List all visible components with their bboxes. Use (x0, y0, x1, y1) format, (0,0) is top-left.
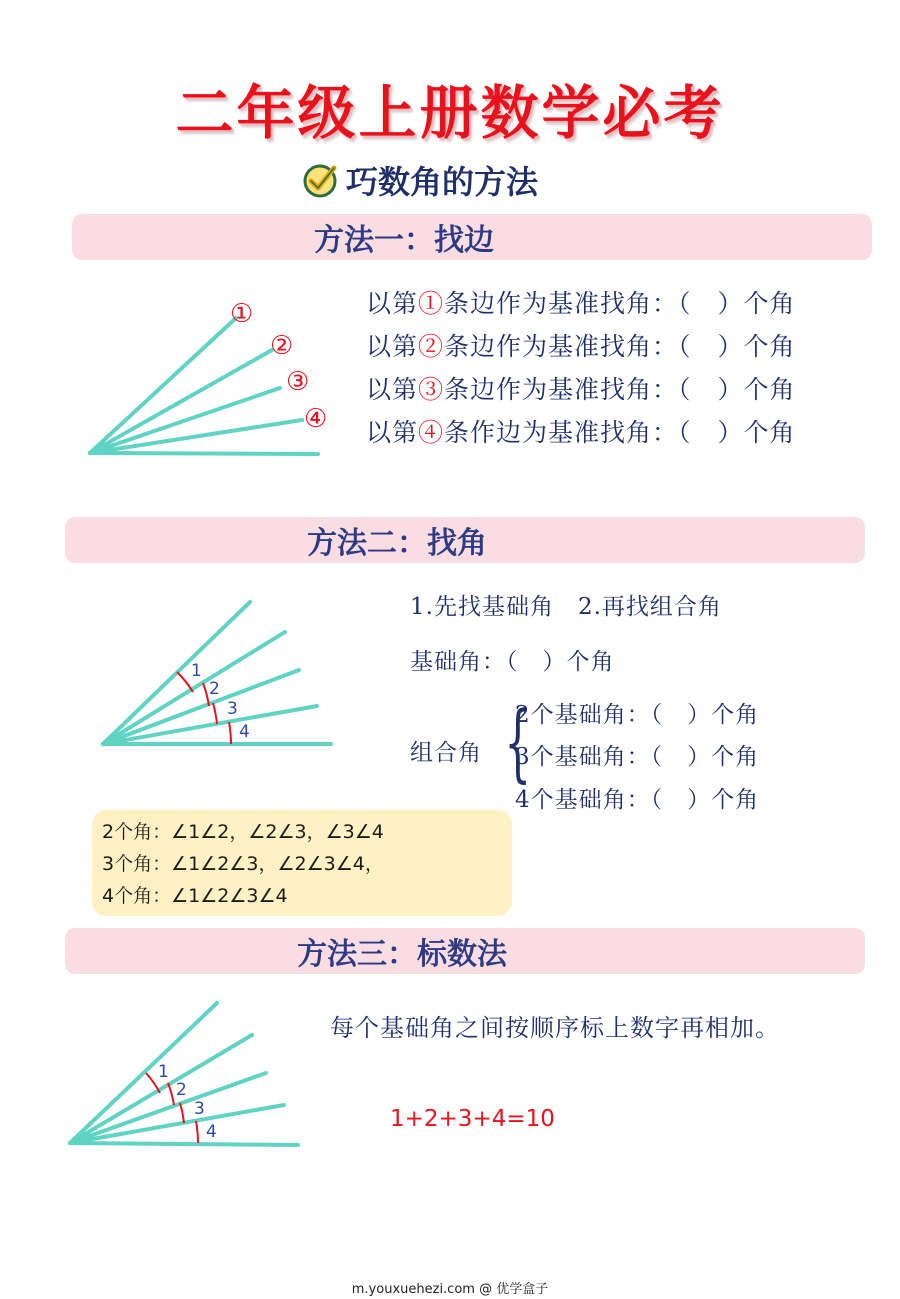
angle-label-4: 4 (239, 722, 250, 742)
method2-heading (65, 517, 865, 563)
combo-label: 组合角 (410, 740, 482, 766)
box-line-1: 2个角：∠1∠2，∠2∠3，∠3∠4 (102, 821, 384, 843)
angle-label-2: 2 (209, 679, 220, 699)
method3-heading-text: 方法三：标数法 (297, 937, 507, 972)
combo-row-2: 2个基础角：（ ）个角 (515, 702, 760, 728)
m3-angle-label-3: 3 (194, 1099, 205, 1119)
method2-steps: 1.先找基础角 2.再找组合角 (410, 594, 722, 620)
m3-angle-label-2: 2 (176, 1080, 187, 1100)
subtitle (300, 158, 538, 202)
combo-brace: { (504, 693, 532, 791)
method1-row-2: 以第②条边作为基准找角：（ ）个角 (366, 332, 796, 361)
method1-heading (72, 214, 872, 260)
box-line-2: 3个角：∠1∠2∠3，∠2∠3∠4， (102, 853, 384, 875)
m3-angle-label-1: 1 (158, 1062, 169, 1082)
angle-label-3: 3 (227, 699, 238, 719)
angle-label-1: 1 (191, 661, 202, 681)
method1-row-1: 以第①条边作为基准找角：（ ）个角 (366, 289, 796, 318)
method1-rays-figure (80, 290, 350, 470)
box-line-3: 4个角：∠1∠2∠3∠4 (102, 885, 288, 907)
method1-row-3: 以第③条边作为基准找角：（ ）个角 (366, 375, 796, 404)
method1-row-4: 以第④条作边为基准找角：（ ）个角 (366, 418, 796, 447)
combo-row-3: 3个基础角：（ ）个角 (515, 744, 760, 770)
method2-basic: 基础角：（ ）个角 (410, 649, 615, 675)
check-circle-icon (300, 160, 340, 200)
ray-label-2: ② (270, 331, 294, 361)
ray-label-4: ④ (304, 404, 328, 434)
method3-desc: 每个基础角之间按顺序标上数字再相加。 (330, 1014, 780, 1042)
angle-combinations-box (92, 810, 512, 916)
method3-angles-figure (62, 995, 312, 1155)
method2-heading-text: 方法二：找角 (307, 526, 487, 561)
ray-label-1: ① (230, 299, 254, 329)
method3-formula: 1+2+3+4=10 (390, 1106, 555, 1132)
subtitle-text: 巧数角的方法 (346, 163, 539, 201)
page-title: 二年级上册数学必考 (175, 79, 725, 147)
method1-heading-text: 方法一：找边 (314, 223, 494, 258)
method2-angles-figure (95, 592, 345, 752)
combo-row-4: 4个基础角：（ ）个角 (515, 787, 760, 813)
m3-angle-label-4: 4 (206, 1122, 217, 1142)
footer-source: m.youxuehezi.com @ 优学盒子 (351, 1282, 549, 1297)
ray-label-3: ③ (286, 367, 310, 397)
method3-heading (65, 928, 865, 974)
